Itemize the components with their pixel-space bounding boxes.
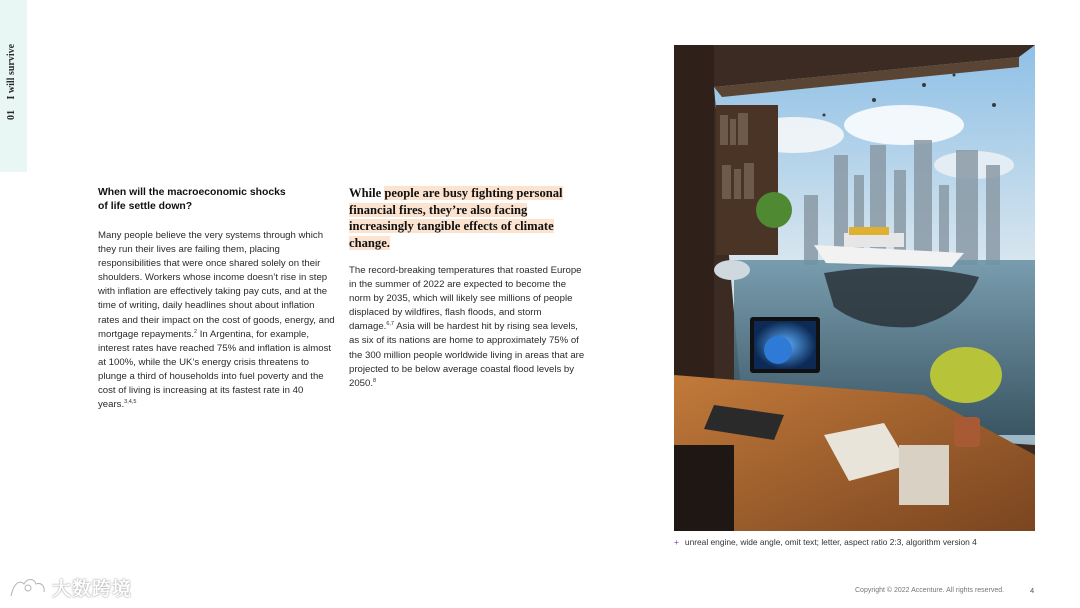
footnote-ref: 6,7 <box>386 321 394 328</box>
section-side-tab <box>0 0 27 172</box>
right-body-text-2: Asia will be hardest hit by rising sea levels, as six of its nations are home to approximately 75% of the 300 million people worldwide living in areas that are projected to be below average coastal flood levels by 2050. <box>349 321 585 389</box>
watermark <box>8 573 132 601</box>
left-body-paragraph <box>98 229 338 412</box>
copyright-notice: Copyright © 2022 Accenture. All rights reserved. <box>855 587 1005 594</box>
artwork-caption <box>674 537 1054 547</box>
left-body-text-1: Many people believe the very systems through which they run their lives are failing them, placing responsibilities that were once shared solely on their shoulders. Workers whose income doesn’t rise in step with inflation are effectively taking pay cuts, and at the time of writing, daily headlines shout about inflation rates and their impact on the cost of goods, energy, and mortgage repayments. <box>98 230 335 340</box>
artwork-illustration <box>674 45 1035 531</box>
footnote-ref: 2 <box>193 328 198 335</box>
right-body-paragraph <box>349 264 589 391</box>
section-label <box>6 44 17 120</box>
right-body-text-1: The record-breaking temperatures that roasted Europe in the summer of 2022 are expected to become the norm by 2035, which will likely see millions of people displaced by wildfires, flash floods, and storm damage. <box>349 265 582 333</box>
pull-quote-lead: While <box>349 186 385 200</box>
left-body-text-2: In Argentina, for example, interest rates have reached 75% and inflation is almost at 100%, while the UK’s energy crisis threatens to plunge a third of households into fuel poverty and the cost of living is increasing at its fastest rate in 40 years. <box>98 328 332 411</box>
ai-generated-artwork <box>674 45 1035 531</box>
section-title: I will survive <box>6 43 17 100</box>
page-number: 4 <box>1030 586 1035 595</box>
footnote-ref: 3,4,5 <box>124 398 137 405</box>
watermark-logo-icon <box>8 574 48 600</box>
caption-text: unreal engine, wide angle, omit text; letter, aspect ratio 2:3, algorithm version 4 <box>684 537 977 547</box>
section-number: 01 <box>6 110 17 120</box>
caption-marker: + <box>674 537 679 547</box>
footnote-ref: 8 <box>373 377 377 384</box>
pull-quote <box>349 185 579 251</box>
pull-quote-highlight: people are busy fighting personal financial fires, they’re also facing increasingly tangible effects of climate change. <box>349 186 563 250</box>
question-heading: When will the macroeconomic shocks of life settle down? <box>98 187 286 212</box>
watermark-text: 大数跨境 <box>52 578 133 600</box>
